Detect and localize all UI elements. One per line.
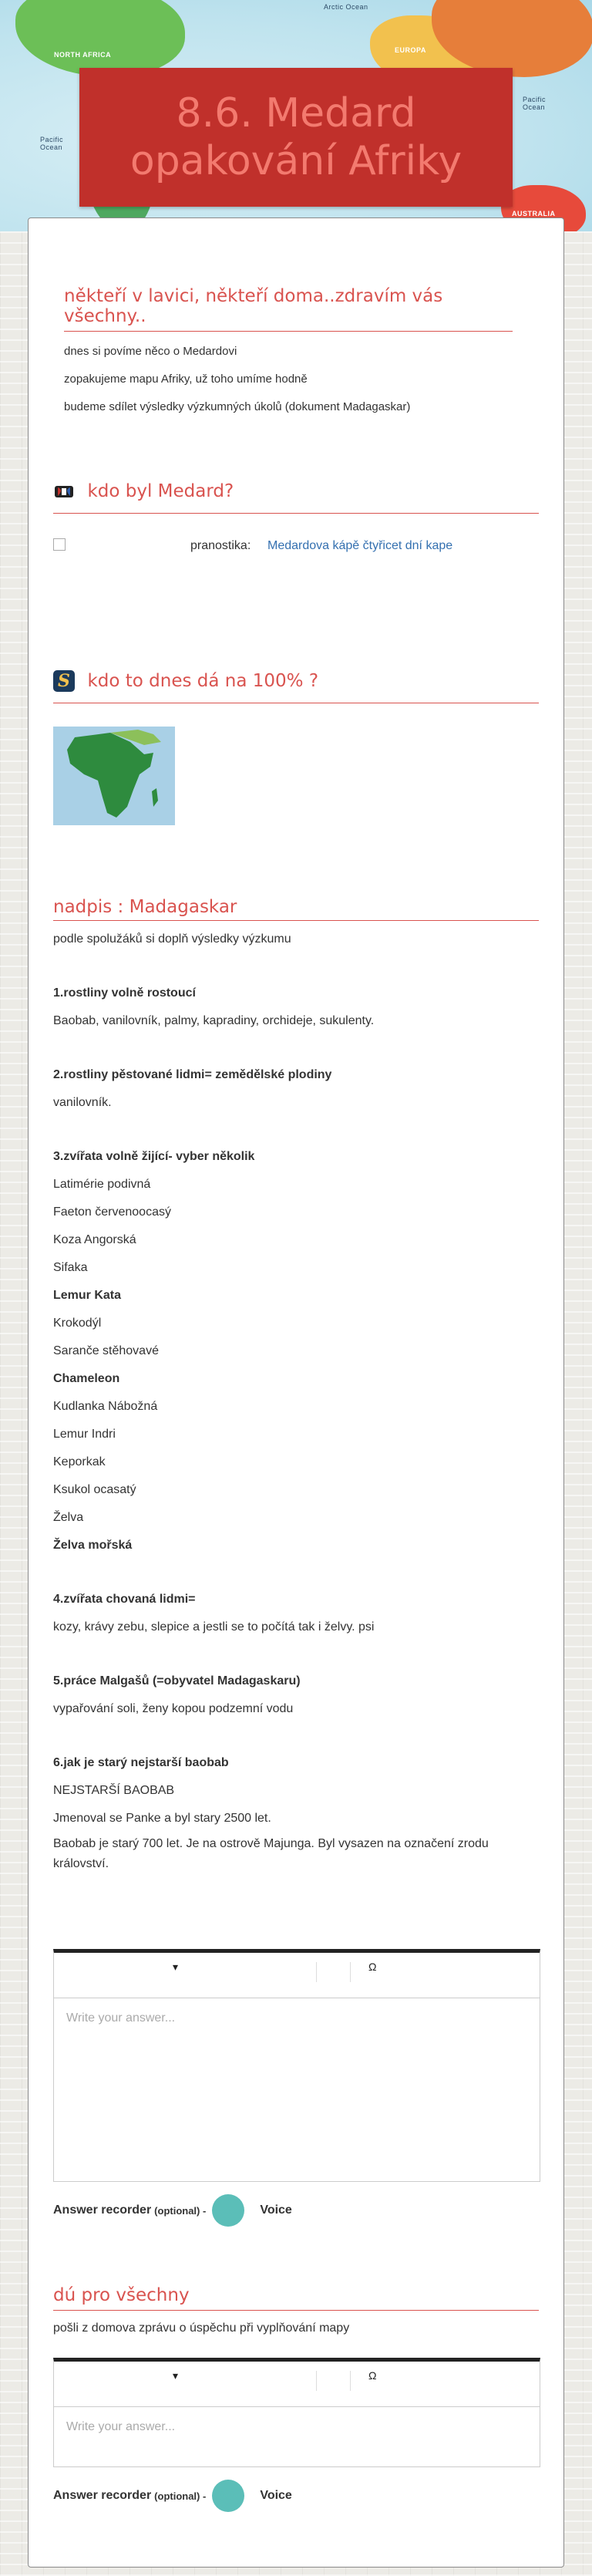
intro-line: dnes si povíme něco o Medardovi — [64, 345, 237, 358]
section-title-1: 1.rostliny volně rostoucí — [53, 986, 196, 1000]
madagaskar-section — [53, 897, 539, 1874]
homework-text: pošli z domova zprávu o úspěchu při vyplňování mapy — [53, 2321, 350, 2335]
section-title-6: 6.jak je starý nejstarší baobab — [53, 1756, 229, 1769]
africa-header — [53, 670, 539, 703]
voice-label: Voice — [260, 2203, 292, 2217]
page-title-box — [79, 68, 513, 207]
animal-item: Lemur Kata — [53, 1289, 122, 1302]
animal-item: Koza Angorská — [53, 1233, 136, 1246]
rich-text-editor — [53, 2358, 540, 2467]
recorder-label: Answer recorder — [53, 2489, 152, 2502]
section-text-2: vanilovník. — [53, 1096, 112, 1109]
special-char-icon[interactable]: Ω — [368, 2369, 377, 2382]
homework-heading: dú pro všechny — [53, 2285, 539, 2311]
africa-map-image — [53, 727, 175, 825]
animal-item: Ksukol ocasatý — [53, 1483, 136, 1496]
section-title-3: 3.zvířata volně žijící- vyber několik — [53, 1150, 255, 1163]
map-label: NORTH AFRICA — [54, 51, 112, 59]
section-text-4: kozy, krávy zebu, slepice a jestli se to počítá tak i želvy. psi — [53, 1620, 375, 1634]
animal-item: Želva — [53, 1511, 84, 1524]
voice-label: Voice — [260, 2489, 292, 2502]
toolbar-divider — [316, 2371, 317, 2391]
answer-input[interactable]: Write your answer... — [66, 2011, 176, 2025]
intro-line: zopakujeme mapu Afriky, už toho umíme hodně — [64, 373, 308, 386]
animal-list — [53, 1171, 539, 1559]
answer-recorder — [53, 2194, 292, 2227]
pranostika-row — [53, 537, 539, 555]
medard-section — [53, 480, 539, 555]
section-title-2: 2.rostliny pěstované lidmi= zemědělské plodiny — [53, 1068, 332, 1081]
editor-toolbar — [54, 1953, 540, 1998]
page-title-line2: opakování Afriky — [130, 138, 462, 184]
animal-item: Faeton červenoocasý — [53, 1205, 171, 1219]
section-text-6: Baobab je starý 700 let. Je na ostrově Majunga. Byl vysazen na označení zrodu království. — [53, 1837, 489, 1870]
map-label: Pacific Ocean — [523, 96, 547, 111]
s-logo-letter: S — [58, 671, 70, 691]
animal-item: Latimérie podivná — [53, 1178, 151, 1191]
animal-item: Chameleon — [53, 1372, 120, 1385]
header-banner — [0, 0, 592, 231]
answer-block-2 — [53, 2358, 539, 2543]
toolbar-divider — [350, 1962, 351, 1982]
section-text-1: Baobab, vanilovník, palmy, kapradiny, orchideje, sukulenty. — [53, 1014, 375, 1027]
format-dropdown[interactable]: ▾ — [173, 1961, 179, 1973]
recorder-label: Answer recorder — [53, 2203, 152, 2217]
medard-heading: kdo byl Medard? — [87, 481, 234, 501]
animal-item: Lemur Indri — [53, 1428, 116, 1441]
format-dropdown[interactable]: ▾ — [173, 2369, 179, 2382]
map-label: EUROPA — [395, 46, 426, 54]
animal-item: Kudlanka Nábožná — [53, 1400, 158, 1413]
section-title-5: 5.práce Malgašů (=obyvatel Madagaskaru) — [53, 1674, 301, 1688]
rich-text-editor — [53, 1949, 540, 2182]
map-label: Pacific Ocean — [40, 136, 64, 151]
voice-record-button[interactable] — [212, 2480, 244, 2512]
section-title-4: 4.zvířata chovaná lidmi= — [53, 1593, 196, 1606]
flag-icon — [53, 480, 75, 502]
section-text-6: Jmenoval se Panke a byl stary 2500 let. — [53, 1812, 271, 1825]
recorder-optional: (optional) - — [154, 2490, 207, 2502]
content-card — [28, 217, 564, 2568]
broken-image-icon — [53, 538, 66, 551]
animal-item: Saranče stěhovavé — [53, 1344, 159, 1357]
section-text-5: vypařování soli, ženy kopou podzemní vodu — [53, 1702, 294, 1715]
special-char-icon[interactable]: Ω — [368, 1961, 377, 1973]
madagaskar-subtitle: podle spolužáků si doplň výsledky výzkumu — [53, 932, 291, 946]
animal-item: Želva mořská — [53, 1539, 133, 1552]
homework-section — [53, 2285, 539, 2340]
animal-item: Sifaka — [53, 1261, 88, 1274]
intro-heading: někteří v lavici, někteří doma..zdravím vás všechny.. — [64, 286, 513, 332]
intro-line: budeme sdílet výsledky výzkumných úkolů (dokument Madagaskar) — [64, 400, 411, 413]
africa-section — [53, 670, 539, 825]
intro-section — [64, 286, 513, 421]
section-text-6: NEJSTARŠÍ BAOBAB — [53, 1784, 175, 1797]
madagaskar-heading: nadpis : Madagaskar — [53, 897, 539, 921]
recorder-optional: (optional) - — [154, 2204, 207, 2217]
pranostika-link[interactable]: Medardova kápě čtyřicet dní kape — [267, 539, 453, 552]
map-label: AUSTRALIA — [512, 210, 556, 217]
voice-record-button[interactable] — [212, 2194, 244, 2227]
answer-block-1 — [53, 1949, 539, 2217]
editor-toolbar — [54, 2362, 540, 2407]
medard-header — [53, 480, 539, 514]
toolbar-divider — [316, 1962, 317, 1982]
map-label: Arctic Ocean — [324, 3, 368, 11]
africa-heading: kdo to dnes dá na 100% ? — [87, 671, 319, 691]
page-title-line1: 8.6. Medard — [176, 90, 416, 137]
africa-map-shape — [53, 727, 175, 825]
animal-item: Keporkak — [53, 1455, 106, 1468]
s-logo-icon — [53, 670, 75, 692]
toolbar-divider — [350, 2371, 351, 2391]
page-title — [130, 89, 462, 185]
answer-input[interactable]: Write your answer... — [66, 2420, 176, 2433]
pranostika-label: pranostika: — [190, 539, 251, 552]
animal-item: Krokodýl — [53, 1317, 102, 1330]
answer-recorder — [53, 2480, 292, 2512]
